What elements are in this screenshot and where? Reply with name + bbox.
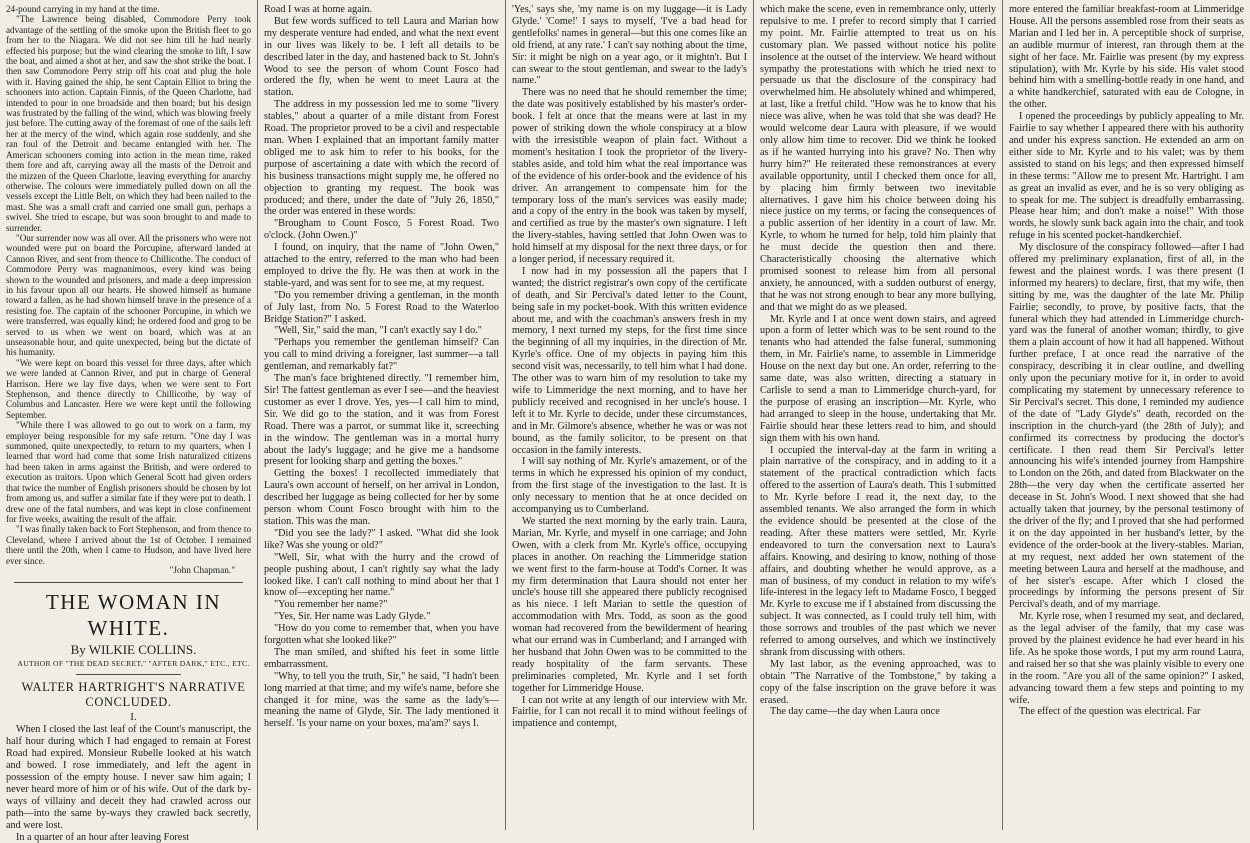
story-paragraph: more entered the familiar breakfast-room at Limmeridge House. All the persons assembled rose from their seats as Marian and I led her in. A perceptible shock of surprise, an audible murmur of interest, ran through them at the sight of her face. Mr. Fairlie was present (by my express stipulation), with Mr. Kyrle by his side. His valet stood behind him with a smelling-bottle ready in one hand, and a white handkerchief, saturated with eau de Cologne, in the other.	[1009, 4, 1244, 111]
letter-paragraph: "We were kept on board this vessel for three days, after which we were landed at Cannon River, and put in charge of General Harrison. Here we lay five days, when we were sent to Fort Stephenson, and thence directly to Chillicothe, by way of Columbus and Lancaster. Here we were kept until the following September.	[6, 358, 251, 420]
story-paragraph: "Brougham to Count Fosco, 5 Forest Road. Two o'clock. (John Owen.)"	[264, 218, 499, 242]
section-title: WALTER HARTRIGHT'S NARRATIVE CONCLUDED.	[6, 680, 251, 710]
story-paragraph: When I closed the last leaf of the Count's manuscript, the half hour during which I had engaged to remain at Forest Road had expired. Monsieur Rubelle looked at his watch and bowed. I rose immediately, and left the agent in possession of the empty house. I never saw him again; I never heard more of him or of his wife. Out of the dark by-ways of villainy and deceit they had crawled across our path—into the same by-ways they crawled back secretly, and were lost.	[6, 724, 251, 831]
story-title: THE WOMAN IN WHITE.	[6, 589, 251, 641]
column-5	[1003, 0, 1250, 830]
letter-paragraph: "Our surrender now was all over. All the prisoners who were not wounded were put on board the Porcupine, afterward landed at Cannon River, and sent from thence to Chillicothe. The conduct of Commodore Perry was magnanimous, every kind was being shown to the wounded and prisoners, and made a deep impression in his favour upon all our hearts. He showed himself as humane toward a fallen, as he had shown himself brave in the presence of a resisting foe. The captain of the schooner Porcupine, in which we were transferred, was equally kind; he ordered food and grog to be served to us when we went on board, which was at an unseasonable hour, and quite unexpected, being but the dictate of his humanity.	[6, 233, 251, 358]
story-paragraph: I opened the proceedings by publicly appealing to Mr. Fairlie to say whether I appeared there with his authority and under his express sanction. He extended an arm on either side to Mr. Kyrle and to his valet; was by them assisted to stand on his legs; and then expressed himself in these terms: "Allow me to present Mr. Hartright. I am as great an invalid as ever, and he is so very obliging as to speak for me. The subject is dreadfully embarrassing. Please hear him; and don't make a noise!" With those words, he slowly sunk back again into the chair, and took refuge in his scented pocket-handkerchief.	[1009, 111, 1244, 242]
story-paragraph: The effect of the question was electrical. Far	[1009, 706, 1244, 718]
story-paragraph: But few words sufficed to tell Laura and Marian how my desperate venture had ended, and what the next event in our lives was likely to be. I left all details to be described later in the day, and hastened back to St. John's Wood to see the person of whom Count Fosco had ordered the fly, when he went to meet Laura at the station.	[264, 16, 499, 99]
story-paragraph: "Well, Sir, what with the hurry and the crowd of people pushing about, I can't rightly say what the lady looked like. I can't call nothing to mind about her that I know of—excepting her name."	[264, 552, 499, 600]
story-paragraph: "Well, Sir," said the man, "I can't exactly say I do."	[264, 325, 499, 337]
column-2	[258, 0, 506, 830]
story-paragraph: "Yes, Sir. Her name was Lady Glyde."	[264, 611, 499, 623]
story-paragraph: Mr. Kyrle and I at once went down stairs, and agreed upon a form of letter which was to be sent round to the tenants who had attended the false funeral, summoning them, in Mr. Fairlie's name, to assemble in Limmeridge House on the next day but one. An order, referring to the same date, was also written, directing a statuary in Carlisle to send a man to Limmeridge church-yard, for the purpose of erasing an inscription—Mr. Kyrle, who had arranged to sleep in the house, undertaking that Mr. Fairlie should hear these letters read to him, and should sign them with his own hand.	[760, 314, 996, 445]
divider-rule	[14, 582, 243, 583]
column-1	[0, 0, 258, 830]
story-paragraph: I can not write at any length of our interview with Mr. Fairlie, for I can not recall it to mind without feelings of impatience and contempt,	[512, 695, 747, 731]
story-paragraph: Road I was at home again.	[264, 4, 499, 16]
divider-rule-short	[76, 674, 181, 675]
story-paragraph: "You remember her name?"	[264, 599, 499, 611]
story-paragraph: In a quarter of an hour after leaving Forest	[6, 832, 251, 843]
story-paragraph: The day came—the day when Laura once	[760, 706, 996, 718]
column-4	[754, 0, 1003, 830]
story-paragraph: My disclosure of the conspiracy followed—after I had offered my preliminary explanation, first of all, in the fewest and the plainest words. I was there present (I informed my hearers) to declare, first, that my wife, then sitting by me, was the daughter of the late Mr. Philip Fairlie; secondly, to prove, by positive facts, that the funeral which they had attended in Limmeridge church-yard was the funeral of another woman; thirdly, to give them a plain account of how it had all happened. Without further preface, I at once read the narrative of the conspiracy, describing it in clear outline, and dwelling only upon the pecuniary motive for it, in order to avoid complicating my statement by unnecessary reference to Sir Percival's secret. This done, I reminded my audience of the date of "Lady Glyde's" death, recorded on the inscription in the church-yard (the 28th of July); and confirmed its correctness by producing the doctor's certificate. I then read them Sir Percival's letter announcing his wife's intended journey from Hampshire to London on the 26th, and dated from Blackwater on the 28th—the very day when the certificate asserted her decease in St. John's Wood. I next showed that she had actually taken that journey, by the personal testimony of the driver of the fly; and I proved that she had performed it on the day appointed in her husband's letter, by the evidence of the order-book at the livery-stables. Marian, at my request, next added her own statement of the meeting between Laura and herself at the madhouse, and of her sister's escape. After which I closed the proceedings by informing the persons present of Sir Percival's death, and of my marriage.	[1009, 242, 1244, 611]
story-paragraph: I now had in my possession all the papers that I wanted; the district registrar's own copy of the certificate of death, and Sir Percival's dated letter to the Count, being safe in my pocket-book. With this written evidence about me, and with the coachman's answers fresh in my memory, I next turned my steps, for the first time since the beginning of all my inquiries, in the direction of Mr. Kyrle's office. One of my objects in paying him this second visit was, necessarily, to tell him what I had done. The other was to warn him of my resolution to take my wife to Limmeridge the next morning, and to have her publicly received and recognised in her uncle's house. I left it to Mr. Kyrle to decide, under these circumstances, and in Mr. Gilmore's absence, whether he was or was not bound, as the family solicitor, to be present on that occasion in the family interests.	[512, 266, 747, 457]
story-paragraph: "Why, to tell you the truth, Sir," he said, "I hadn't been long married at that time; and my wife's name, before she changed it for mine, was the same as the lady's—meaning the name of Glyde, Sir. The lady mentioned it herself. 'Is your name on your boxes, ma'am?' says I.	[264, 671, 499, 731]
letter-paragraph: "I was finally taken back to Fort Stephenson, and from thence to Cleveland, where I arrived about the 1st of October. I remained there until the 20th, when I came to Hudson, and have lived here ever since.	[6, 524, 251, 566]
top-line: 24-pound carrying in my hand at the time.	[6, 4, 251, 14]
column-3	[506, 0, 754, 830]
story-paragraph: Getting the boxes! I recollected immediately that Laura's own account of herself, on her arrival in London, described her luggage as being collected for her by some person whom Count Fosco brought with him to the station. This was the man.	[264, 468, 499, 528]
author-note: AUTHOR OF "THE DEAD SECRET," "AFTER DARK," ETC., ETC.	[6, 659, 251, 669]
story-paragraph: "Do you remember driving a gentleman, in the month of July last, from No. 5 Forest Road to the Waterloo Bridge Station?" I asked.	[264, 290, 499, 326]
story-paragraph: "How do you come to remember that, when you have forgotten what she looked like?"	[264, 623, 499, 647]
letter-paragraph: "While there I was allowed to go out to work on a farm, my employer being responsible for my safe return. "One day I was summoned, quite unexpectedly, to return to my quarters, when I learned that word had come that some Irish naturalized citizens had been taken in arms against the British, and were ordered to execution as traitors. Upon which General Scott had given orders that twice the number of English prisoners should be chosen by lot from among us, and suffer a similar fate if they were put to death. I drew one of the fatal numbers, and was kept in close confinement for five weeks, awaiting the result of the affair.	[6, 420, 251, 524]
story-paragraph: The man's face brightened directly. "I remember him, Sir! The fattest gentleman as ever I see—and the heaviest customer as ever I drove. Yes, yes—I call him to mind, Sir. We did go to the station, and it was from Forest Road. There was a parrot, or summat like it, screeching in the window. The gentleman was in a mortal hurry about the lady's luggage; and he give me a handsome present for looking sharp and getting the boxes."	[264, 373, 499, 468]
story-paragraph: I occupied the interval-day at the farm in writing a plain narrative of the conspiracy, and in adding to it a statement of the practical contradiction which facts offered to the assertion of Laura's death. This I submitted to Mr. Kyrle before I read it, the next day, to the assembled tenants. We also arranged the form in which the evidence should be presented at the close of the reading. After these matters were settled, Mr. Kyrle endeavored to turn the conversation next to Laura's affairs. Knowing, and desiring to know, nothing of those affairs, and doubting whether he would approve, as a man of business, of my conduct in relation to my wife's life-interest in the legacy left to Madame Fosco, I begged Mr. Kyrle to excuse me if I abstained from discussing the subject. It was connected, as I could truly tell him, with those sorrows and troubles of the past which we never referred to among ourselves, and which we instinctively shrank from discussing with others.	[760, 445, 996, 659]
byline: By WILKIE COLLINS.	[6, 641, 251, 659]
story-paragraph: The man smiled, and shifted his feet in some little embarrassment.	[264, 647, 499, 671]
letter-paragraph: "The Lawrence being disabled, Commodore Perry took advantage of the settling of the smoke upon the British fleet to go from her to the Niagara. We did not see him till he had nearly effected his purpose; but the wind clearing the smoke to lift, I saw the boat, and aimed a shot at her, and saw the shot strike the boat. I then saw Commodore Perry strip off his coat and plug the hole with it. Having gained the ship, he sent Captain Elliot to bring the schooners into action. Captain Finnis, of the Queen Charlotte, had intended to pour in one broadside and then board; but his design was frustrated by the falling of the wind, which was blowing freely just before. The cutting away of the foremast of one of the sails left her at the mercy of the wind, which again rose suddenly, and she ran foul of the Detroit and became entangled with her. The American schooners coming into action in the mean time, raked them fore and aft, carrying away all the masts of the Detroit and the mizzen of the Queen Charlotte, leaving everything for anarchy otherwise. The colours were immediately pulled down on all the vessels except the Little Belt, on which they had been nailed to the mast. She was a small craft and carried one small gun, perhaps a swivel. She tried to escape, but was soon brought to and made to surrender.	[6, 14, 251, 233]
section-number: I.	[6, 710, 251, 724]
story-paragraph: "Did you see the lady?" I asked. "What did she look like? Was she young or old?"	[264, 528, 499, 552]
story-paragraph: The address in my possession led me to some "livery stables," about a quarter of a mile distant from Forest Road. The proprietor proved to be a civil and respectable man. When I explained that an important family matter obliged me to ask him to refer to his books, for the purpose of ascertaining a date with which the record of his business transactions might supply me, he offered no objection to granting my request. The book was produced; and there, under the date of "July 26, 1850," the order was entered in these words:	[264, 99, 499, 218]
letter-signature: "John Chapman."	[6, 566, 251, 576]
story-paragraph: "Perhaps you remember the gentleman himself? Can you call to mind driving a foreigner, last summer—a tall gentleman, and remarkably fat?"	[264, 337, 499, 373]
story-paragraph: 'Yes,' says she, 'my name is on my luggage—it is Lady Glyde.' 'Come!' I says to myself, 'I've a bad head for gentlefolks' names in general—but this one comes like an old friend, at any rate.' I can't say nothing about the time, Sir: it might be nigh on a year ago, or it mightn't. But I can swear to the stout gentleman, and swear to the lady's name."	[512, 4, 747, 87]
story-paragraph: Mr. Kyrle rose, when I resumed my seat, and declared, as the legal adviser of the family, that my case was proved by the plainest evidence he had ever heard in his life. As he spoke those words, I put my arm round Laura, and raised her so that she was plainly visible to every one in the room. "Are you all of the same opinion?" I asked, advancing toward them a few steps and pointing to my wife.	[1009, 611, 1244, 706]
story-paragraph: There was no need that he should remember the time; the date was positively established by his master's order-book. I felt at once that the means were at last in my power of striking down the whole conspiracy at a blow with the irresistible weapon of plain fact. Without a moment's hesitation I took the proprietor of the livery-stables aside, and told him what the real importance was of the evidence of his order-book and the evidence of his driver. An arrangement to compensate him for the temporary loss of the man's services was easily made; and a copy of the entry in the book was taken by myself, and certified as true by the master's own signature. I left the livery-stables, having settled that John Owen was to hold himself at my disposal for the next three days, or for a longer period, if necessary required it.	[512, 87, 747, 266]
story-paragraph: My last labor, as the evening approached, was to obtain "The Narrative of the Tombstone," by taking a copy of the false inscription on the grave before it was erased.	[760, 659, 996, 707]
story-paragraph: We started the next morning by the early train. Laura, Marian, Mr. Kyrle, and myself in one carriage; and John Owen, with a clerk from Mr. Kyrle's office, occupying places in another. On reaching the Limmeridge station we went first to the farm-house at Todd's Corner. It was my firm determination that Laura should not enter her uncle's house till she appeared there publicly recognised as his niece. I left Marian to settle the question of accommodation with Mrs. Todd, as soon as the good woman had recovered from the bewilderment of hearing what our errand was in Cumberland; and I arranged with her husband that John Owen was to be committed to the ready hospitality of the farm servants. These preliminaries completed, Mr. Kyrle and I set forth together for Limmeridge House.	[512, 516, 747, 695]
story-paragraph: I found, on inquiry, that the name of "John Owen," attached to the entry, referred to the man who had been employed to drive the fly. He was then at work in the stable-yard, and was sent for to see me, at my request.	[264, 242, 499, 290]
story-paragraph: I will say nothing of Mr. Kyrle's amazement, or of the terms in which he expressed his opinion of my conduct, from the first stage of the investigation to the last. It is only necessary to mention that he at once decided on accompanying us to Cumberland.	[512, 456, 747, 516]
story-paragraph: which make the scene, even in remembrance only, utterly repulsive to me. I prefer to record simply that I carried my point. Mr. Fairlie attempted to treat us on his customary plan. We passed without notice his polite insolence at the outset of the interview. We heard without sympathy the protestations with which he tried next to persuade us that the disclosure of the conspiracy had overwhelmed him. He absolutely whined and whimpered, at last, like a fretful child. "How was he to know that his niece was alive, when he was told that she was dead? He would welcome dear Laura with pleasure, if we would only allow him time to recover. Did we think he looked as if he wanted hurrying into his grave? No. Then why hurry him?" He reiterated these remonstrances at every available opportunity, until I checked them once for all, by placing him firmly between two inevitable alternatives. I gave him his choice between doing his niece justice on my terms, or facing the consequences of a public assertion of her identity in a court of law. Mr. Kyrle, to whom he turned for help, told him plainly that he must decide the question then and there. Characteristically choosing the alternative which promised soonest to release him from all personal anxiety, he announced, with a sudden outburst of energy, that he was not strong enough to bear any more bullying, and that we might do as we pleased.	[760, 4, 996, 314]
